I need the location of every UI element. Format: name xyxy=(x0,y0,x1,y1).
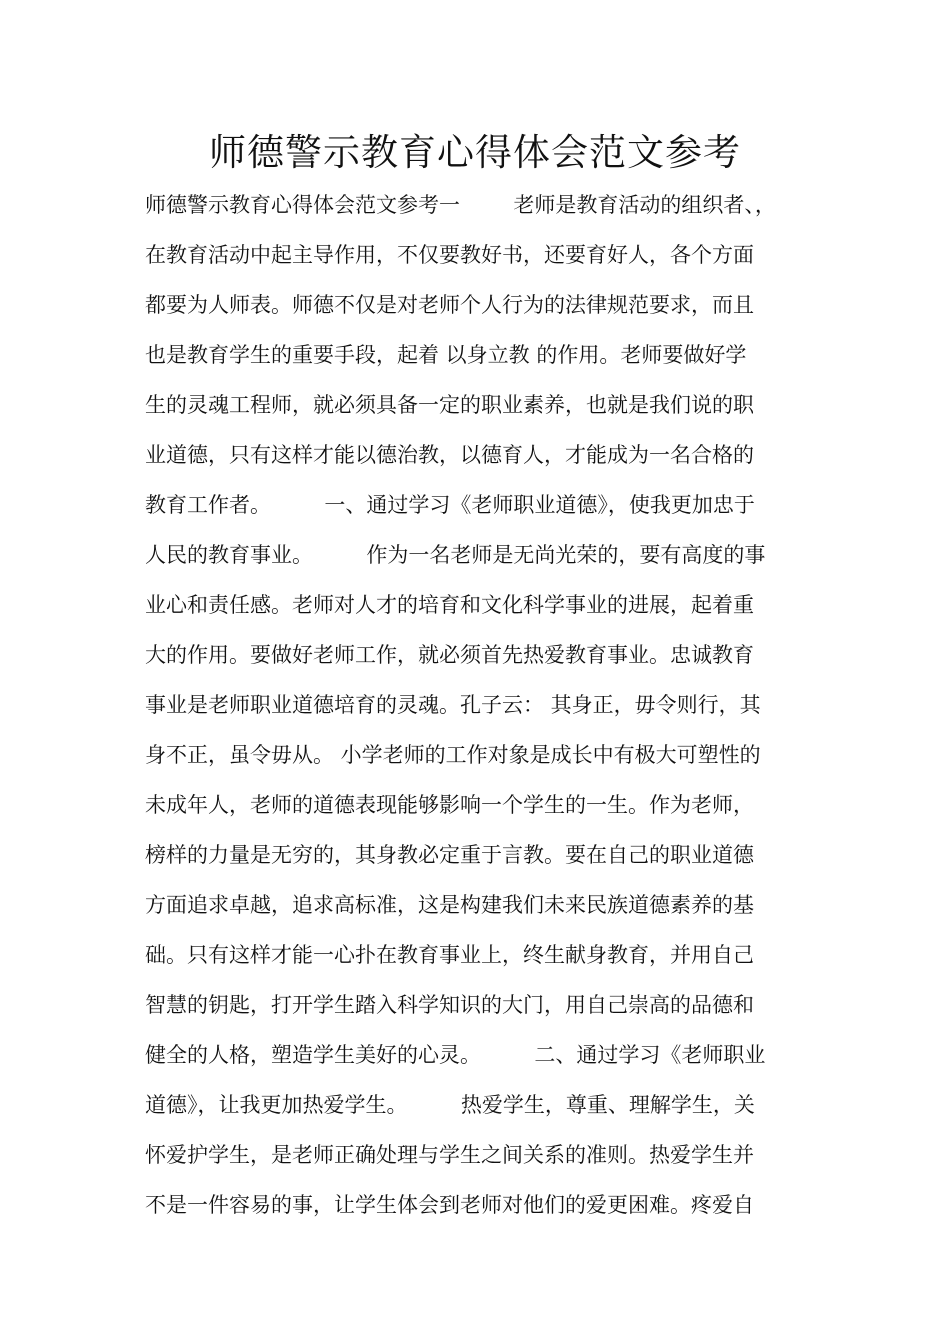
body-line: 健全的人格，塑造学生美好的心灵。 二、通过学习《老师职业 xyxy=(145,1043,766,1067)
document-body xyxy=(145,180,815,1230)
body-line: 不是一件容易的事，让学生体会到老师对他们的爱更困难。疼爱自 xyxy=(145,1193,754,1217)
body-line: 础。只有这样才能一心扑在教育事业上，终生献身教育，并用自己 xyxy=(145,943,754,967)
body-line: 道德》，让我更加热爱学生。 热爱学生，尊重、理解学生，关 xyxy=(145,1093,755,1117)
body-line: 榜样的力量是无穷的，其身教必定重于言教。要在自己的职业道德 xyxy=(145,843,754,867)
body-line: 也是教育学生的重要手段，起着 以身立教 的作用。老师要做好学 xyxy=(145,343,747,367)
body-line: 大的作用。要做好老师工作，就必须首先热爱教育事业。忠诚教育 xyxy=(145,643,754,667)
body-line: 智慧的钥匙，打开学生踏入科学知识的大门，用自己崇高的品德和 xyxy=(145,993,754,1017)
body-line: 业道德，只有这样才能以德治教，以德育人，才能成为一名合格的 xyxy=(145,443,754,467)
body-line: 事业是老师职业道德培育的灵魂。孔子云： 其身正，毋令则行，其 xyxy=(145,693,761,717)
body-line: 都要为人师表。师德不仅是对老师个人行为的法律规范要求，而且 xyxy=(145,293,754,317)
body-line: 身不正，虽令毋从。 小学老师的工作对象是成长中有极大可塑性的 xyxy=(145,743,761,767)
document-title: 师德警示教育心得体会范文参考 xyxy=(209,131,741,174)
body-line: 未成年人，老师的道德表现能够影响一个学生的一生。作为老师， xyxy=(145,793,754,817)
body-line: 生的灵魂工程师，就必须具备一定的职业素养，也就是我们说的职 xyxy=(145,393,754,417)
body-line: 人民的教育事业。 作为一名老师是无尚光荣的，要有高度的事 xyxy=(145,543,766,567)
body-line: 师德警示教育心得体会范文参考一 老师是教育活动的组织者、， xyxy=(145,193,776,217)
body-line: 业心和责任感。老师对人才的培育和文化科学事业的进展，起着重 xyxy=(145,593,754,617)
body-line: 方面追求卓越，追求高标准，这是构建我们未来民族道德素养的基 xyxy=(145,893,754,917)
body-line: 教育工作者。 一、通过学习《老师职业道德》，使我更加忠于 xyxy=(145,493,755,517)
body-line: 在教育活动中起主导作用，不仅要教好书，还要育好人，各个方面 xyxy=(145,243,754,267)
body-line: 怀爱护学生，是老师正确处理与学生之间关系的准则。热爱学生并 xyxy=(145,1143,754,1167)
